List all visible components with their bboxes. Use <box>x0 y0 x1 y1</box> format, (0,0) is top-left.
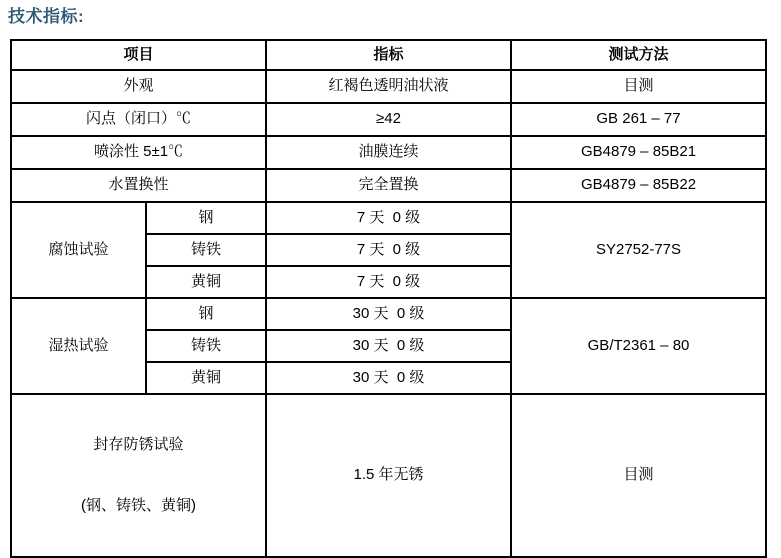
row-damp-heat-steel <box>11 298 766 330</box>
cell-indicator: 30 天 0 级 <box>266 362 511 394</box>
row-corrosion-steel <box>11 202 766 234</box>
cell-item-line2: (钢、铸铁、黄铜) <box>81 497 196 514</box>
row-appearance <box>11 70 766 103</box>
cell-item: 闪点（闭口）℃ <box>11 103 266 136</box>
cell-item-line1: 封存防锈试验 <box>93 435 184 453</box>
cell-method: 目测 <box>511 394 766 557</box>
cell-item: 水置换性 <box>11 169 266 202</box>
cell-method: SY2752-77S <box>511 202 766 298</box>
cell-indicator: 30 天 0 级 <box>266 330 511 362</box>
cell-material: 铸铁 <box>146 330 266 362</box>
cell-material: 黄铜 <box>146 362 266 394</box>
cell-item: 喷涂性 5±1℃ <box>11 136 266 169</box>
spec-table <box>10 39 767 558</box>
cell-group-damp-heat: 湿热试验 <box>11 298 146 394</box>
cell-method: GB 261 – 77 <box>511 103 766 136</box>
cell-method: GB4879 – 85B22 <box>511 169 766 202</box>
cell-method: 目测 <box>511 70 766 103</box>
cell-indicator: 7 天 0 级 <box>266 266 511 298</box>
header-cell-item: 项目 <box>11 40 266 70</box>
cell-indicator: ≥42 <box>266 103 511 136</box>
row-flash-point <box>11 103 766 136</box>
cell-method: GB4879 – 85B21 <box>511 136 766 169</box>
cell-indicator: 7 天 0 级 <box>266 202 511 234</box>
cell-material: 钢 <box>146 298 266 330</box>
cell-indicator: 完全置换 <box>266 169 511 202</box>
cell-method: GB/T2361 – 80 <box>511 298 766 394</box>
cell-indicator: 油膜连续 <box>266 136 511 169</box>
header-cell-method: 测试方法 <box>511 40 766 70</box>
header-row <box>11 40 766 70</box>
row-sprayability <box>11 136 766 169</box>
row-sealed-rust-prevention <box>11 394 766 557</box>
cell-indicator: 30 天 0 级 <box>266 298 511 330</box>
header-cell-indicator: 指标 <box>266 40 511 70</box>
cell-material: 铸铁 <box>146 234 266 266</box>
cell-item <box>11 394 266 557</box>
row-water-displacement <box>11 169 766 202</box>
page-title: 技术指标: <box>8 7 85 26</box>
cell-material: 黄铜 <box>146 266 266 298</box>
cell-material: 钢 <box>146 202 266 234</box>
cell-group-corrosion: 腐蚀试验 <box>11 202 146 298</box>
cell-indicator: 1.5 年无锈 <box>266 394 511 557</box>
cell-indicator: 7 天 0 级 <box>266 234 511 266</box>
cell-item: 外观 <box>11 70 266 103</box>
cell-indicator: 红褐色透明油状液 <box>266 70 511 103</box>
